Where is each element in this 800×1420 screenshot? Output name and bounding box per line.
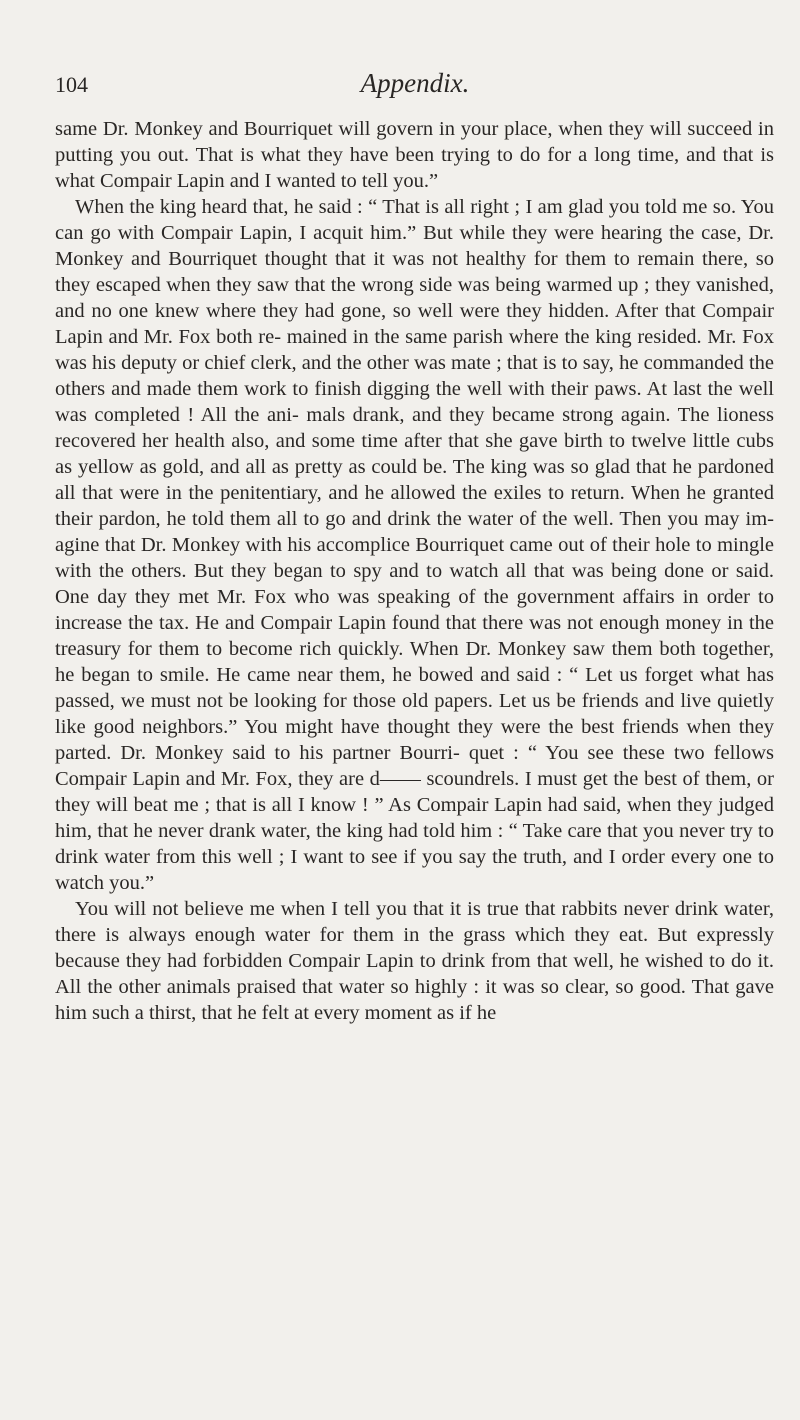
paragraph: When the king heard that, he said : “ That is all right ; I am glad you told me so. You can go with Compair Lapin, I acquit him.” But while they were hearing the case, Dr. Monkey and Bourriquet thought that it was not healthy for them to remain there, so they escaped when they saw that the wrong side was being warmed up ; they vanished, and no one knew where they had gone, so well were they hidden. After that Compair Lapin and Mr. Fox both re- mained in the same parish where the king resided. Mr. Fox was his deputy or chief clerk, and the other was mate ; that is to say, he commanded the others and made them work to finish digging the well with their paws. At last the well was completed ! All the ani- mals drank, and they became strong again. The lioness recovered her health also, and some time after that she gave birth to twelve little cubs as yellow as gold, and all as pretty as could be. The king was so glad that he pardoned all that were in the penitentiary, and he allowed the exiles to return. When he granted their pardon, he told them all to go and drink the water of the well. Then you may im- agine that Dr. Monkey with his accomplice Bourriquet came out of their hole to mingle with the others. But they began to spy and to watch all that was being done or said. One day they met Mr. Fox who was speaking of the government affairs in order to increase the tax. He and Compair Lapin found that there was not enough money in the treasury for them to become rich quickly. When Dr. Monkey saw them both together, he began to smile. He came near them, he bowed and said : “ Let us forget what has passed, we must not be looking for those old papers. Let us be friends and live quietly like good neighbors.” You might have thought they were the best friends when they parted. Dr. Monkey said to his partner Bourri- quet : “ You see these two fellows Compair Lapin and Mr. Fox, they are d—— scoundrels. I must get the best of them, or they will beat me ; that is all I know ! ” As Compair Lapin had said, when they judged him, that he never drank water, the king had told him : “ Take care that you never try to drink water from this well ; I want to see if you say the truth, and I order every one to watch you.” [55, 196, 774, 894]
body-text [55, 116, 774, 1026]
running-head [55, 68, 775, 112]
running-title: Appendix. [360, 68, 470, 98]
paragraph-continued: same Dr. Monkey and Bourriquet will govern in your place, when they will succeed in putting you out. That is what they have been trying to do for a long time, and that is what Compair Lapin and I wanted to tell you.” [55, 118, 774, 192]
page-number: 104 [55, 72, 88, 97]
paragraph: You will not believe me when I tell you that it is true that rabbits never drink water, there is always enough water for them in the grass which they eat. But expressly because they had forbidden Compair Lapin to drink from that well, he wished to do it. All the other animals praised that water so highly : it was so clear, so good. That gave him such a thirst, that he felt at every moment as if he [55, 898, 774, 1024]
